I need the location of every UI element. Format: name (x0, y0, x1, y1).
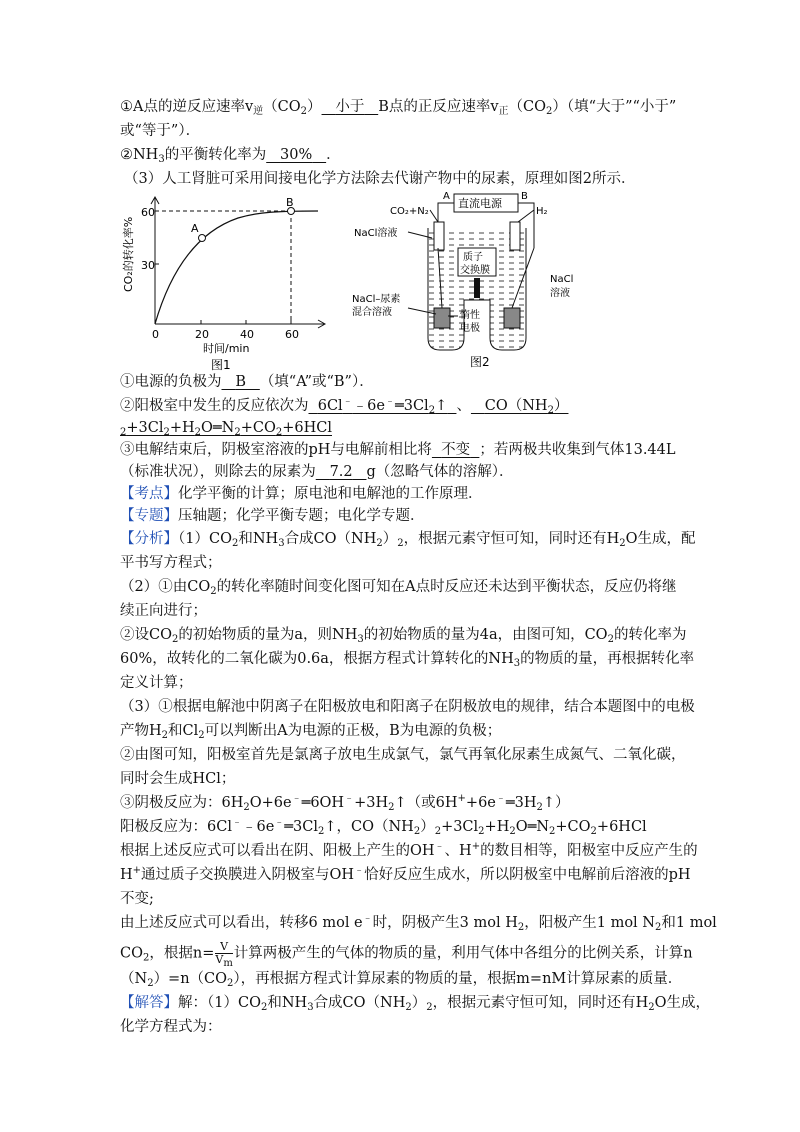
fig1-ylabel: CO₂的转化率% (122, 216, 135, 292)
fenxi-line-12: ③阴极反应为：$6H_2O+6e^﹣═6OH^﹣+3H_2↑$（或$6H^++6e^﹣═3H_2↑$） (120, 793, 570, 813)
fraction-v-over-vm: $\frac{V}{V_m}$ (215, 940, 233, 969)
fenxi-line-6: 60%，故转化的二氧化碳为0.6a，根据方程式计算转化的$NH_3$的物质的量，再根据转化率 (120, 651, 695, 669)
fig2-electrode-2: 电极 (460, 323, 480, 334)
zhuanti-line: 【专题】压轴题；化学平衡专题；电化学专题． (120, 508, 425, 524)
fig1-caption: 图1 (211, 358, 231, 372)
fenxi-line-10: ②由图可知，阳极室首先是氯离子放电生成氯气，氯气再氧化尿素生成氮气、二氧化碳， (120, 747, 686, 763)
fig2-terminal-a: A (443, 191, 450, 202)
fig1-ytick-60: 60 (141, 206, 155, 219)
jieda-tag: 【解答】 (120, 995, 178, 1011)
fenxi-line-3: （2）①由$CO_2$的转化率随时间变化图可知在A点时反应还未达到平衡状态，反应仍将继 (120, 579, 677, 597)
fenxi-line-2: 平书写方程式； (120, 555, 222, 571)
q2-line-2: 或“等于”）． (120, 123, 201, 139)
fig1-xlabel: 时间/min (203, 342, 250, 355)
kaodian-tag: 【考点】 (120, 486, 178, 502)
fig1-xtick-20: 20 (195, 328, 209, 341)
fenxi-line-14: 根据上述反应式可以看出在阴、阳极上产生的OH﹣、H+的数目相等，阳极室中反应产生的 (120, 841, 698, 859)
fig1-xtick-60: 60 (285, 328, 299, 341)
q2-line-3: $②NH_3$的平衡转化率为 30% ． (120, 147, 341, 165)
fig1-point-b: B (286, 196, 294, 209)
fig1-ytick-30: 30 (141, 259, 155, 272)
fig2-caption: 图2 (470, 355, 490, 369)
fig1-point-a: A (191, 222, 199, 235)
fenxi-line-17: 由上述反应式可以看出，转移6 mol e﹣时，阴极产生3 mol $H_2$，阳极产生1 mol $N_2$和1 mol (120, 913, 717, 933)
answer-negative-pole: B (235, 374, 246, 390)
fig2-gas-left: CO₂+N₂ (390, 206, 429, 217)
fenxi-line-7: 定义计算； (120, 675, 193, 691)
fig2-mix-1: NaCl–尿素 (352, 294, 401, 305)
answer-rate-compare: 小于 (335, 99, 365, 115)
fenxi-line-5: ②设$CO_2$的初始物质的量为a，则$NH_3$的初始物质的量为4a，由图可知，$CO_2$的转化率为 (120, 627, 687, 645)
fig1-xtick-0: 0 (152, 328, 159, 341)
fig2-membrane-1: 质子 (463, 252, 483, 263)
fenxi-line-19: $(N_2)=n(CO_2)$，再根据方程式计算尿素的物质的量，根据m=nM计算尿素的质量． (120, 971, 683, 989)
q3-intro: （3）人工肾脏可采用间接电化学方法除去代谢产物中的尿素，原理如图2所示． (124, 171, 636, 187)
fenxi-line-15: H+通过质子交换膜进入阴极室与OH﹣恰好反应生成水，所以阴极室中电解前后溶液的pH (120, 865, 691, 883)
fenxi-line-9: 产物$H_2$和$Cl_2$可以判断出A为电源的正极，B为电源的负极； (120, 723, 502, 741)
answer-line-2: ②阳极室中发生的反应依次为 $6Cl^﹣﹣6e^﹣═3Cl_2↑$ 、 $CO(NH_2)$ (120, 396, 569, 416)
answer-urea-mass: 7.2 (329, 464, 353, 480)
fig2-power-supply: 直流电源 (458, 197, 502, 210)
answer-line-5: （标准状况），则除去的尿素为 7.2 g（忽略气体的溶解）． (120, 464, 514, 480)
answer-line-4: ③电解结束后，阴极室溶液的pH与电解前相比将 不变 ；若两极共收集到气体13.44L (120, 442, 676, 458)
fenxi-line-8: （3）①根据电解池中阴离子在阳极放电和阳离子在阴极放电的规律，结合本题图中的电极 (120, 699, 695, 715)
fenxi-line-4: 续正向进行； (120, 603, 207, 619)
fig2-terminal-b: B (521, 191, 528, 202)
fig2-mix-2: 混合溶液 (352, 307, 392, 318)
fig2-gas-right: H₂ (536, 206, 548, 217)
fenxi-line-1: 【分析】$(1)CO_2$和$NH_3$合成$CO(NH_2)_2$，根据元素守恒可知，同时还有$H_2O$生成，配 (120, 531, 696, 549)
jieda-line-1: 【解答】解：$(1)CO_2$和$NH_3$合成$CO(NH_2)_2$，根据元素守恒可知，同时还有$H_2O$生成， (120, 995, 711, 1013)
fenxi-line-18: $CO_2$，根据n= $\frac{V}{V_m}$ 计算两极产生的气体的物质的量，利用气体中各组分的比例关系，计算n (120, 940, 693, 969)
kaodian-line: 【考点】化学平衡的计算；原电池和电解池的工作原理． (120, 486, 483, 502)
jieda-line-2: 化学方程式为： (120, 1019, 222, 1035)
fenxi-line-16: 不变; (120, 891, 154, 907)
figure-1-chart (118, 192, 336, 372)
zhuanti-tag: 【专题】 (120, 508, 178, 524)
figure-2-electrolysis-diagram (348, 188, 580, 372)
fig2-electrode-1: 惰性 (460, 310, 480, 321)
fig2-nacl-right-1: NaCl (550, 274, 574, 285)
fig2-nacl-right-2: 溶液 (550, 288, 570, 299)
fig2-membrane-2: 交换膜 (460, 265, 490, 276)
fenxi-tag: 【分析】 (120, 531, 178, 547)
fenxi-line-11: 同时会生成HCl； (120, 771, 236, 787)
fig2-nacl-left: NaCl溶液 (354, 228, 398, 239)
fig1-xtick-40: 40 (240, 328, 254, 341)
answer-ph-change: 不变 (441, 442, 471, 458)
answer-nh3-conversion: 30% (280, 147, 313, 163)
q2-line-1: ①A点的逆反应速率$v_逆(CO_2)$ 小于 B点的正反应速率$v_正(CO_2)$（填“大于”“小于” (120, 99, 677, 117)
answer-line-1: ①电源的负极为 B （填“A”或“B”）． (120, 374, 374, 390)
fenxi-line-13: 阳极反应为：$6Cl^﹣﹣6e^﹣═3Cl_2↑$，$CO(NH_2)_2+3Cl_2+H_2O═N_2+CO_2+6HCl$ (120, 817, 647, 837)
answer-line-3: $_2+3Cl_2+H_2O═N_2+CO_2+6HCl$ (120, 420, 332, 438)
